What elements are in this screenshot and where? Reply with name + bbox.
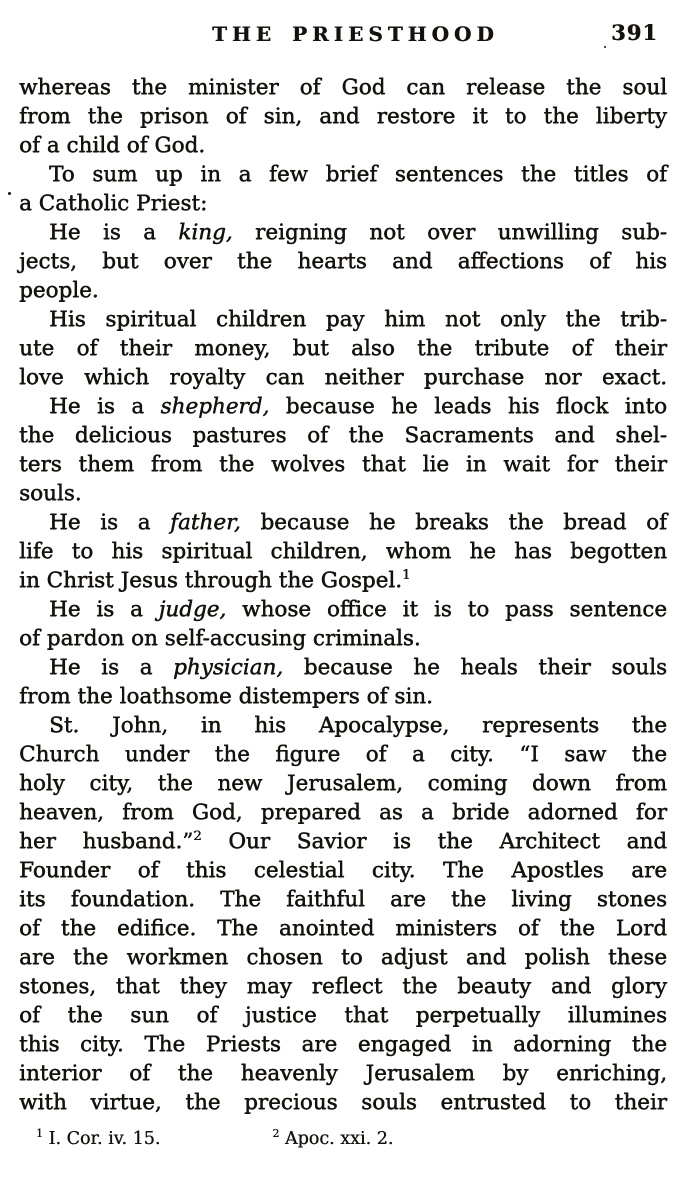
footnote xyxy=(272,1129,393,1149)
text-segment: of a child of God. xyxy=(19,133,206,158)
text-segment: because he leads his flock into xyxy=(269,394,667,419)
footnote-marker: 1 xyxy=(402,567,411,583)
text-segment: because he heals their souls xyxy=(283,655,667,680)
text-segment: are the workmen chosen to adjust and polish these xyxy=(19,945,667,970)
text-line xyxy=(19,73,667,102)
text-segment: judge, xyxy=(158,597,227,622)
text-line xyxy=(19,972,667,1001)
footnote-marker: 2 xyxy=(193,828,202,844)
text-segment: the delicious pastures of the Sacraments and shel- xyxy=(19,423,667,448)
text-segment: To sum up in a few brief sentences the titles of xyxy=(49,162,667,187)
text-line xyxy=(19,218,667,247)
text-segment: heaven, from God, prepared as a bride adorned for xyxy=(19,800,667,825)
text-segment: Founder of this celestial city. The Apostles are xyxy=(19,858,667,883)
text-line xyxy=(19,827,667,856)
text-line xyxy=(19,1001,667,1030)
text-segment: He is a xyxy=(49,394,161,419)
text-line xyxy=(19,508,667,537)
text-line xyxy=(19,363,667,392)
text-line xyxy=(19,566,667,595)
text-line xyxy=(19,653,667,682)
body-text xyxy=(19,73,667,1117)
ink-speck xyxy=(604,46,606,48)
text-segment: ters them from the wolves that lie in wait for their xyxy=(19,452,667,477)
text-segment: king, xyxy=(178,220,233,245)
text-line xyxy=(19,537,667,566)
text-line xyxy=(19,334,667,363)
text-line xyxy=(19,856,667,885)
text-line xyxy=(19,885,667,914)
page-number: 391 xyxy=(611,20,658,45)
text-segment: from the loathsome distempers of sin. xyxy=(19,684,433,709)
ink-speck xyxy=(8,192,11,195)
text-segment: shepherd, xyxy=(160,394,270,419)
text-segment: He is a xyxy=(49,220,179,245)
text-line xyxy=(19,160,667,189)
text-line xyxy=(19,1030,667,1059)
text-line xyxy=(19,276,667,305)
text-line xyxy=(19,450,667,479)
text-line xyxy=(19,914,667,943)
text-segment: of the edifice. The anointed ministers of the Lord xyxy=(19,916,667,941)
text-segment: because he breaks the bread of xyxy=(240,510,667,535)
text-segment: a Catholic Priest: xyxy=(19,191,208,216)
text-line xyxy=(19,624,667,653)
text-segment: of the sun of justice that perpetually illumines xyxy=(19,1003,667,1028)
text-line xyxy=(19,769,667,798)
text-segment: His spiritual children pay him not only the trib- xyxy=(49,307,667,332)
text-segment: love which royalty can neither purchase nor exact. xyxy=(19,365,667,390)
text-segment: jects, but over the hearts and affections of his xyxy=(19,249,667,274)
text-line xyxy=(19,189,667,218)
text-line xyxy=(19,305,667,334)
text-segment: He is a xyxy=(49,655,173,680)
text-segment: physician, xyxy=(173,655,284,680)
text-segment: in Christ Jesus through the Gospel. xyxy=(19,568,403,593)
text-segment: father, xyxy=(170,510,241,535)
footnotes xyxy=(36,1129,393,1149)
text-segment: whose office it is to pass sentence xyxy=(226,597,667,622)
paragraph xyxy=(19,305,667,392)
text-segment: He is a xyxy=(49,510,171,535)
paragraph xyxy=(19,392,667,508)
text-segment: interior of the heavenly Jerusalem by enriching, xyxy=(19,1061,667,1086)
text-segment: He is a xyxy=(49,597,159,622)
footnote-marker: 2 xyxy=(272,1127,280,1141)
text-line xyxy=(19,798,667,827)
paragraph xyxy=(19,73,667,160)
paragraph xyxy=(19,653,667,711)
text-segment: of pardon on self-accusing criminals. xyxy=(19,626,421,651)
paragraph xyxy=(19,595,667,653)
footnote-text: Apoc. xxi. 2. xyxy=(279,1129,394,1149)
footnote-marker: 1 xyxy=(36,1127,43,1141)
text-segment: St. John, in his Apocalypse, represents the xyxy=(49,713,667,738)
text-line xyxy=(19,247,667,276)
footnote-text: I. Cor. iv. 15. xyxy=(42,1129,161,1149)
text-line xyxy=(19,1088,667,1117)
text-segment: Church under the figure of a city. “I saw the xyxy=(19,742,667,767)
page-title: THE PRIESTHOOD xyxy=(212,22,499,46)
text-segment: stones, that they may reflect the beauty and glory xyxy=(19,974,667,999)
text-line xyxy=(19,102,667,131)
text-segment: Our Savior is the Architect and xyxy=(201,829,667,854)
text-segment: souls. xyxy=(19,481,82,506)
text-line xyxy=(19,1059,667,1088)
text-line xyxy=(19,740,667,769)
text-segment: reigning not over unwilling sub- xyxy=(232,220,667,245)
text-segment: whereas the minister of God can release the soul xyxy=(19,75,667,100)
paragraph xyxy=(19,711,667,1117)
paragraph xyxy=(19,160,667,218)
text-segment: its foundation. The faithful are the living stones xyxy=(19,887,667,912)
text-segment: people. xyxy=(19,278,99,303)
text-line xyxy=(19,595,667,624)
text-segment: with virtue, the precious souls entrusted to their xyxy=(19,1090,667,1115)
text-segment: ute of their money, but also the tribute of their xyxy=(19,336,667,361)
text-segment: life to his spiritual children, whom he has begotten xyxy=(19,539,667,564)
text-line xyxy=(19,711,667,740)
text-line xyxy=(19,479,667,508)
text-line xyxy=(19,421,667,450)
text-line xyxy=(19,131,667,160)
text-line xyxy=(19,392,667,421)
text-segment: from the prison of sin, and restore it to the liberty xyxy=(19,104,667,129)
text-segment: holy city, the new Jerusalem, coming down from xyxy=(19,771,667,796)
paragraph xyxy=(19,218,667,305)
text-segment: her husband.” xyxy=(19,829,194,854)
text-segment: this city. The Priests are engaged in adorning the xyxy=(19,1032,667,1057)
footnote xyxy=(36,1129,160,1149)
text-line xyxy=(19,682,667,711)
text-line xyxy=(19,943,667,972)
paragraph xyxy=(19,508,667,595)
